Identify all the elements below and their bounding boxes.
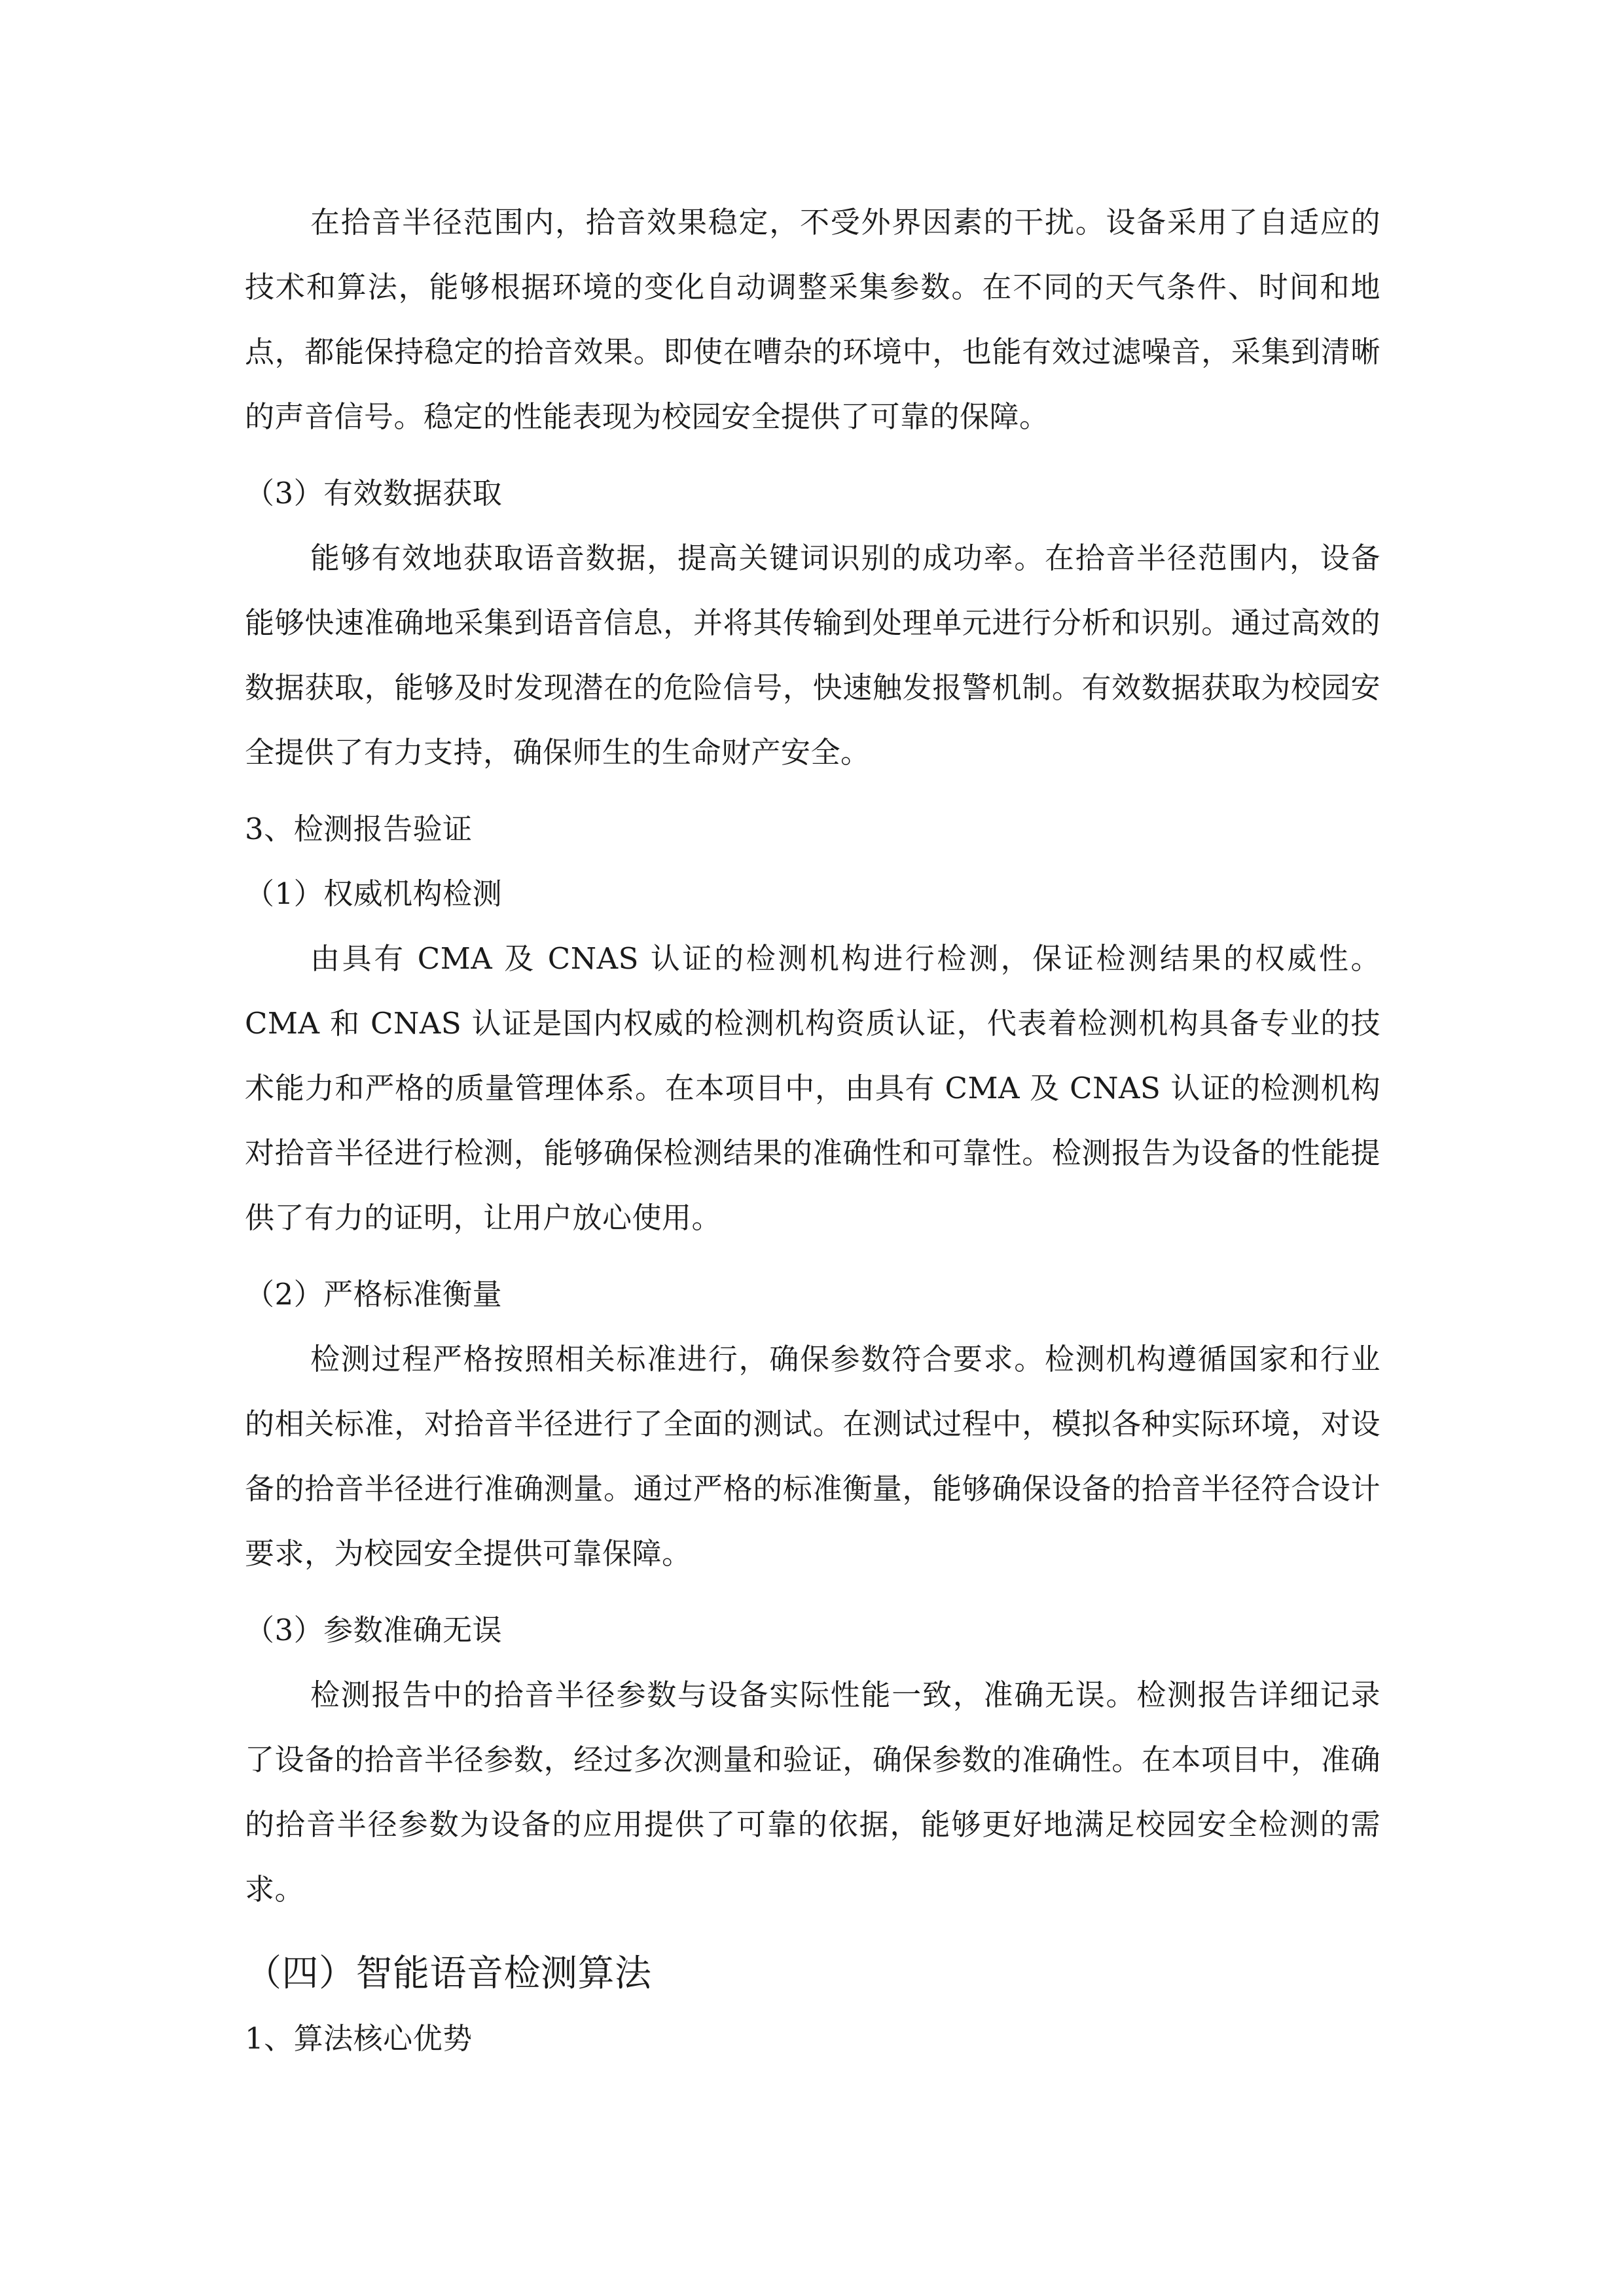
heading-section-four: （四）智能语音检测算法 xyxy=(245,1952,652,1995)
heading-report-verification: 3、检测报告验证 xyxy=(245,812,473,846)
paragraph-pickup-stability: 在拾音半径范围内，拾音效果稳定，不受外界因素的干扰。设备采用了自适应的技术和算法，能够根据环境的变化自动调整采集参数。在不同的天气条件、时间和地点，都能保持稳定的拾音效果。即使在嘈杂的环境中，也能有效过滤噪音，采集到清晰的声音信号。稳定的性能表现为校园安全提供了可靠的保障。 xyxy=(245,205,1380,434)
heading-algorithm-advantages: 1、算法核心优势 xyxy=(245,2021,473,2056)
page-content xyxy=(245,190,1380,2071)
heading-authority-testing: （1）权威机构检测 xyxy=(245,876,503,911)
paragraph-effective-data: 能够有效地获取语音数据，提高关键词识别的成功率。在拾音半径范围内，设备能够快速准确地采集到语音信息，并将其传输到处理单元进行分析和识别。通过高效的数据获取，能够及时发现潜在的危险信号，快速触发报警机制。有效数据获取为校园安全提供了有力支持，确保师生的生命财产安全。 xyxy=(245,541,1380,770)
heading-effective-data: （3）有效数据获取 xyxy=(245,476,503,511)
heading-strict-standard: （2）严格标准衡量 xyxy=(245,1277,503,1312)
paragraph-strict-standard: 检测过程严格按照相关标准进行，确保参数符合要求。检测机构遵循国家和行业的相关标准，对拾音半径进行了全面的测试。在测试过程中，模拟各种实际环境，对设备的拾音半径进行准确测量。通过严格的标准衡量，能够确保设备的拾音半径符合设计要求，为校园安全提供可靠保障。 xyxy=(245,1342,1380,1571)
paragraph-authority-testing: 由具有 CMA 及 CNAS 认证的检测机构进行检测，保证检测结果的权威性。CMA 和 CNAS 认证是国内权威的检测机构资质认证，代表着检测机构具备专业的技术能力和严格的质量管理体系。在本项目中，由具有 CMA 及 CNAS 认证的检测机构对拾音半径进行检测，能够确保检测结果的准确性和可靠性。检测报告为设备的性能提供了有力的证明，让用户放心使用。 xyxy=(245,941,1380,1235)
heading-accurate-parameters: （3）参数准确无误 xyxy=(245,1613,503,1647)
paragraph-accurate-parameters: 检测报告中的拾音半径参数与设备实际性能一致，准确无误。检测报告详细记录了设备的拾音半径参数，经过多次测量和验证，确保参数的准确性。在本项目中，准确的拾音半径参数为设备的应用提供了可靠的依据，能够更好地满足校园安全检测的需求。 xyxy=(245,1677,1380,1907)
